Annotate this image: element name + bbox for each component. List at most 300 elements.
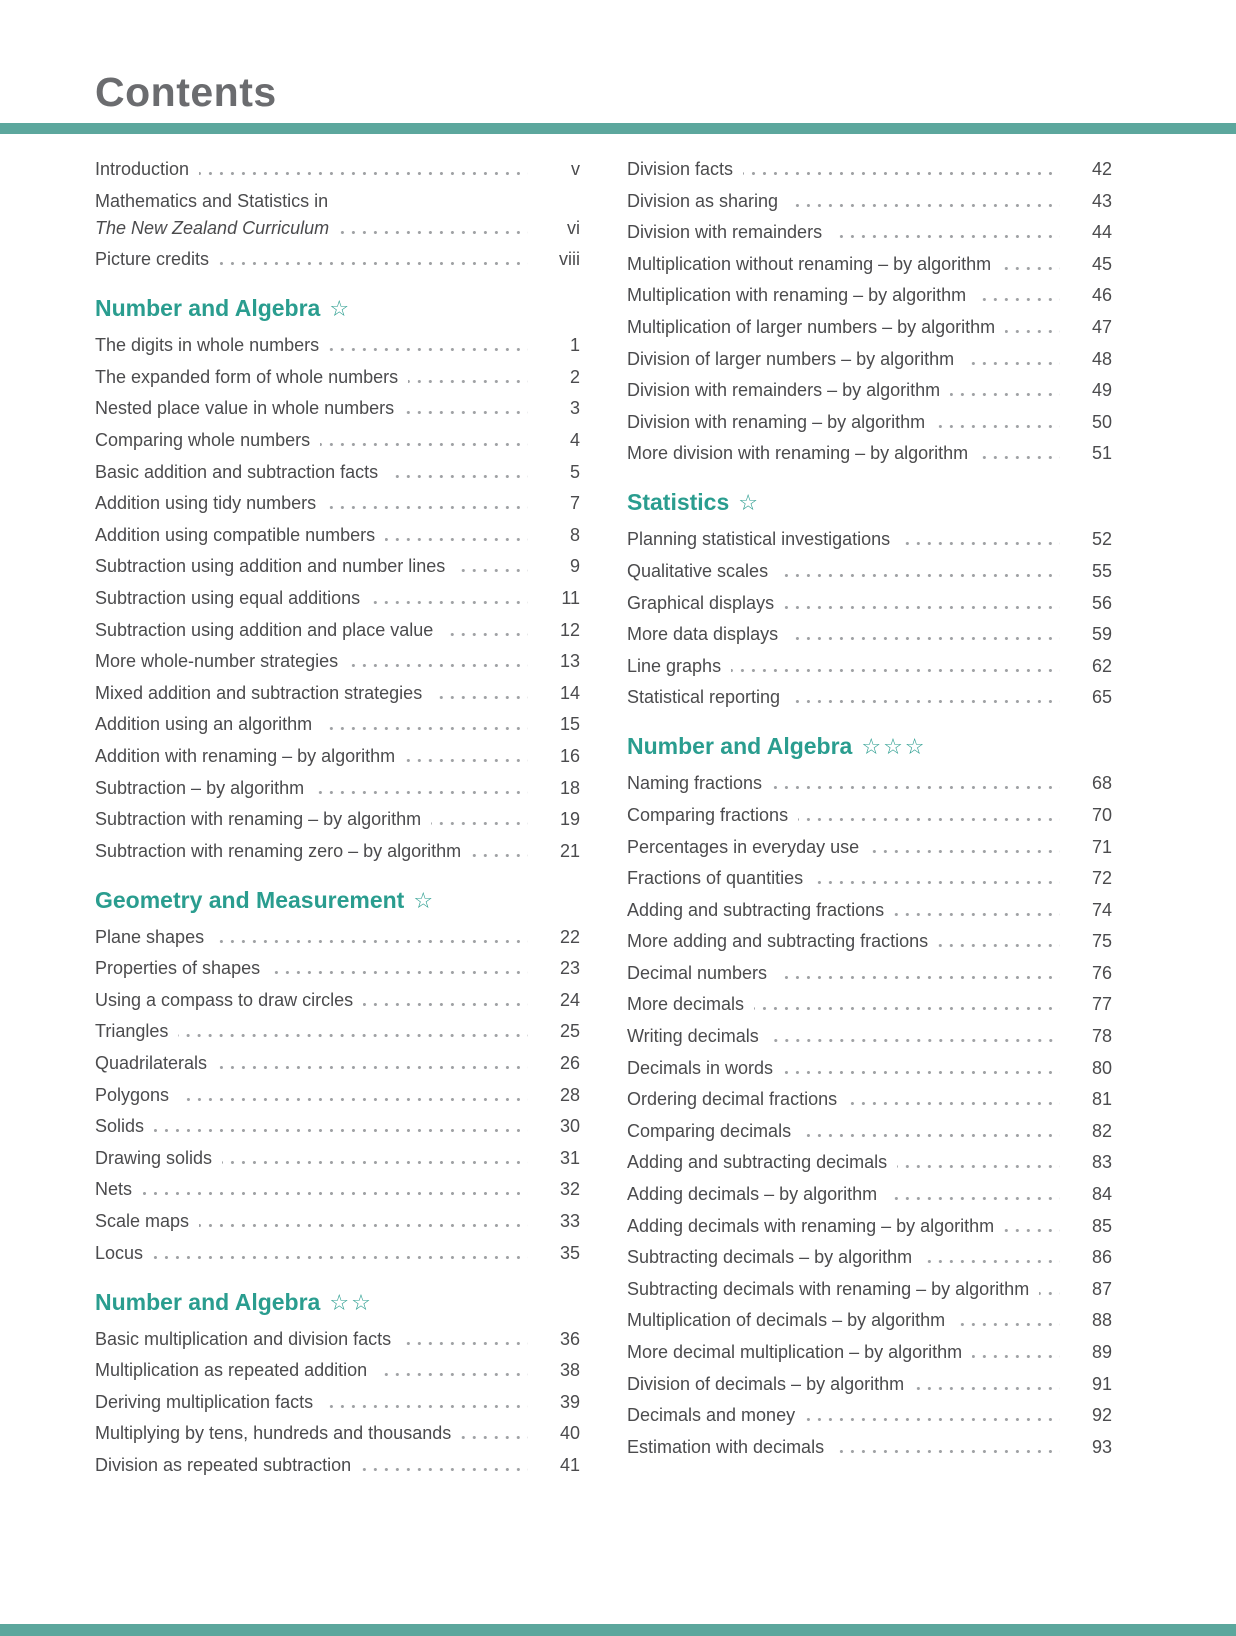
toc-entry [95, 1149, 580, 1168]
dot-leader [322, 727, 528, 730]
toc-entry-label-italic: The New Zealand Curriculum [95, 217, 330, 238]
toc-page-number: 62 [1091, 655, 1112, 676]
dot-leader [199, 1224, 528, 1227]
section-heading [627, 490, 1112, 515]
toc-entry [95, 463, 580, 482]
dot-leader [431, 822, 528, 825]
dot-leader [1004, 1229, 1060, 1232]
toc-entry [627, 1438, 1112, 1457]
toc-entry [95, 192, 580, 238]
toc-entry [627, 1185, 1112, 1204]
dot-leader [778, 574, 1060, 577]
dot-leader [834, 1450, 1060, 1453]
dot-leader [801, 1134, 1060, 1137]
toc-page-number: 28 [559, 1084, 580, 1105]
dot-leader [405, 759, 528, 762]
toc-entry [95, 431, 580, 450]
toc-entry-label: Polygons [95, 1084, 170, 1105]
toc-entry-label: Scale maps [95, 1211, 190, 1232]
toc-entry-label: Basic multiplication and division facts [95, 1328, 392, 1349]
toc-column-left [95, 160, 580, 1488]
toc-entry-label: Division with remainders – by algorithm [627, 380, 941, 401]
toc-entry-label: Comparing decimals [627, 1120, 792, 1141]
toc-entry-label: Addition using an algorithm [95, 714, 313, 735]
dot-leader [769, 1039, 1060, 1042]
toc-entry-label: Subtracting decimals – by algorithm [627, 1247, 913, 1268]
toc-entry-label: Locus [95, 1242, 144, 1263]
toc-entry-label: Quadrilaterals [95, 1053, 208, 1074]
toc-page-number: 38 [559, 1360, 580, 1381]
toc-entry [627, 838, 1112, 857]
toc-entry-label: Subtraction with renaming – by algorithm [95, 809, 422, 830]
dot-leader [323, 1405, 528, 1408]
toc-page-number: 87 [1091, 1278, 1112, 1299]
section-heading [95, 296, 580, 321]
dot-leader [377, 1373, 528, 1376]
toc-page-number: 11 [561, 587, 580, 608]
toc-entry [95, 959, 580, 978]
dot-leader [142, 1192, 528, 1195]
dot-leader [978, 456, 1060, 459]
toc-entry-label: Multiplication without renaming – by algorithm [627, 253, 992, 274]
toc-entry [95, 1456, 580, 1475]
dot-leader [783, 1071, 1060, 1074]
toc-page-number: 81 [1091, 1089, 1112, 1110]
toc-entry [627, 1248, 1112, 1267]
toc-page-number: 35 [559, 1242, 580, 1263]
toc-page-number: 92 [1091, 1405, 1112, 1426]
section-heading [95, 1290, 580, 1315]
toc-page-number: 77 [1091, 994, 1112, 1015]
dot-leader [385, 538, 528, 541]
toc-entry [95, 1244, 580, 1263]
toc-page-number: 4 [569, 429, 580, 450]
toc-entry-label: Decimals in words [627, 1057, 774, 1078]
toc-page-number: 45 [1091, 253, 1112, 274]
dot-leader [772, 786, 1060, 789]
toc-page-number: 15 [559, 714, 580, 735]
toc-entry-label: Mixed addition and subtraction strategies [95, 682, 423, 703]
toc-entry-label: More decimal multiplication – by algorithm [627, 1342, 963, 1362]
toc-page-number: 76 [1091, 962, 1112, 983]
toc-entry-label: Division with remainders [627, 222, 823, 243]
toc-entry [95, 779, 580, 798]
dot-leader [408, 380, 528, 383]
toc-entry [627, 995, 1112, 1014]
toc-entry-label: Adding decimals with renaming – by algorithm [627, 1215, 995, 1236]
section-heading-label: Geometry and Measurement [95, 886, 405, 913]
dot-leader [964, 362, 1060, 365]
dot-leader [388, 475, 528, 478]
toc-entry [95, 526, 580, 545]
toc-page-number: 43 [1091, 190, 1112, 211]
toc-entry-label: Subtraction with renaming zero – by algorithm [95, 840, 462, 861]
dot-leader [432, 696, 528, 699]
toc-entry-label: Division of decimals – by algorithm [627, 1373, 905, 1394]
dot-leader [1001, 267, 1060, 270]
toc-entry-label: Writing decimals [627, 1026, 759, 1047]
toc-entry [627, 192, 1112, 211]
toc-entry [95, 1022, 580, 1041]
toc-page-number: 72 [1091, 868, 1112, 889]
toc-page-number: 5 [569, 461, 580, 482]
toc-entry [95, 1424, 580, 1443]
dot-leader [154, 1129, 528, 1132]
toc-entry-label: Division as sharing [627, 190, 779, 211]
toc-entry [627, 1059, 1112, 1078]
toc-entry [627, 350, 1112, 369]
toc-page-number: 47 [1091, 316, 1112, 337]
dot-leader [471, 854, 528, 857]
toc-entry-label: Statistical reporting [627, 687, 781, 708]
toc-page-number: 41 [559, 1455, 580, 1475]
toc-entry-label: Division facts [627, 159, 734, 179]
toc-entry [95, 160, 580, 179]
dot-leader [455, 569, 528, 572]
toc-entry [627, 806, 1112, 825]
toc-entry-label: More whole-number strategies [95, 651, 339, 672]
dot-leader [219, 262, 528, 265]
toc-entry [627, 1217, 1112, 1236]
toc-entry [627, 160, 1112, 179]
toc-entry-label: Drawing solids [95, 1147, 213, 1168]
toc-entry-label: Adding decimals – by algorithm [627, 1184, 878, 1205]
toc-entry [627, 223, 1112, 242]
dot-leader [214, 940, 528, 943]
toc-page-number: 39 [559, 1391, 580, 1412]
toc-entry [627, 1153, 1112, 1172]
toc-page-number: 22 [559, 926, 580, 947]
toc-entry-label: The digits in whole numbers [95, 335, 320, 356]
dot-leader [813, 881, 1060, 884]
toc-entry [95, 1086, 580, 1105]
toc-entry [95, 399, 580, 418]
toc-entry-label: Subtracting decimals with renaming – by algorithm [627, 1278, 1030, 1299]
toc-entry [95, 842, 580, 861]
toc-entry [627, 774, 1112, 793]
toc-page-number: 86 [1091, 1247, 1112, 1268]
dot-leader [363, 1003, 528, 1006]
toc-entry-label: Solids [95, 1116, 145, 1137]
toc-entry [627, 530, 1112, 549]
toc-page-number: 80 [1091, 1057, 1112, 1078]
dot-leader [743, 172, 1060, 175]
toc-entry-label: Decimals and money [627, 1405, 796, 1426]
dot-leader [869, 850, 1060, 853]
toc-entry [627, 1027, 1112, 1046]
toc-entry [95, 1117, 580, 1136]
toc-entry-label: The expanded form of whole numbers [95, 366, 399, 387]
toc-entry [627, 625, 1112, 644]
toc-entry [95, 715, 580, 734]
dot-leader [320, 443, 528, 446]
toc-entry-label: Adding and subtracting decimals [627, 1152, 888, 1173]
toc-page-number: 21 [559, 840, 580, 861]
toc-entry [627, 869, 1112, 888]
section-heading-label: Number and Algebra [95, 295, 321, 322]
toc-page-number: v [571, 159, 580, 179]
toc-entry [95, 1330, 580, 1349]
toc-entry [95, 1212, 580, 1231]
toc-page-number: 7 [569, 493, 580, 514]
toc-entry-label: More decimals [627, 994, 745, 1015]
toc-entry [95, 810, 580, 829]
toc-entry [627, 964, 1112, 983]
dot-leader [950, 393, 1060, 396]
toc-entry [95, 250, 580, 269]
dot-leader [784, 606, 1060, 609]
toc-entry [95, 991, 580, 1010]
toc-entry [627, 1343, 1112, 1362]
toc-entry-label: Subtraction using addition and number lines [95, 556, 446, 577]
toc-page-number: 51 [1091, 443, 1112, 464]
toc-entry [627, 444, 1112, 463]
dot-leader [900, 542, 1060, 545]
toc-page-number: 46 [1091, 285, 1112, 306]
dot-leader [153, 1256, 528, 1259]
toc-entry-label: Addition with renaming – by algorithm [95, 745, 396, 766]
toc-entry [627, 1375, 1112, 1394]
difficulty-stars-icon: ☆ [738, 490, 760, 516]
dot-leader [955, 1323, 1060, 1326]
dot-leader [329, 348, 528, 351]
toc-page-number: 1 [569, 335, 580, 356]
toc-page-number: 32 [559, 1179, 580, 1200]
dot-leader [935, 425, 1060, 428]
dot-leader [788, 637, 1060, 640]
toc-page-number: 26 [559, 1053, 580, 1074]
toc-entry [95, 1361, 580, 1380]
toc-entry [627, 413, 1112, 432]
toc-page-number: 16 [559, 745, 580, 766]
toc-page-number: 44 [1091, 222, 1112, 243]
toc-entry [95, 1393, 580, 1412]
toc-entry-label: Multiplication of larger numbers – by algorithm [627, 316, 996, 337]
toc-entry-label: Estimation with decimals [627, 1436, 825, 1457]
toc-entry [627, 318, 1112, 337]
toc-entry-label: More division with renaming – by algorithm [627, 443, 969, 464]
toc-entry [627, 932, 1112, 951]
dot-leader [938, 944, 1060, 947]
toc-page-number: 2 [569, 366, 580, 387]
toc-page-number: 13 [559, 651, 580, 672]
section-heading [627, 734, 1112, 759]
toc-column-right [627, 160, 1112, 1488]
toc-entry [627, 286, 1112, 305]
toc-entry-label: Graphical displays [627, 592, 775, 613]
toc-page-number: 48 [1091, 348, 1112, 369]
toc-entry-label: Using a compass to draw circles [95, 989, 354, 1010]
toc-entry-label: Comparing fractions [627, 804, 789, 825]
toc-page-number: 91 [1091, 1373, 1112, 1394]
toc-entry-label: Subtraction using addition and place value [95, 619, 434, 640]
toc-entry-label: Multiplication as repeated addition [95, 1360, 368, 1381]
toc-page-number: 93 [1091, 1436, 1112, 1457]
toc-entry-label: Introduction [95, 159, 190, 179]
table-of-contents [0, 134, 1236, 1488]
difficulty-stars-icon: ☆☆ [329, 1289, 373, 1315]
toc-entry-label: Addition using tidy numbers [95, 493, 317, 514]
toc-page-number: 59 [1091, 624, 1112, 645]
toc-entry-label: Triangles [95, 1021, 169, 1042]
toc-page-number: 50 [1091, 411, 1112, 432]
toc-page-number: 84 [1091, 1184, 1112, 1205]
toc-page-number: 18 [559, 777, 580, 798]
toc-page-number: 12 [559, 619, 580, 640]
toc-entry-label: Qualitative scales [627, 560, 769, 581]
toc-entry-label: Adding and subtracting fractions [627, 899, 885, 920]
dot-leader [798, 818, 1060, 821]
toc-entry-label: Subtraction using equal additions [95, 587, 361, 608]
toc-entry-label: Line graphs [627, 655, 722, 676]
dot-leader [1005, 330, 1060, 333]
toc-entry-label: Picture credits [95, 249, 210, 270]
toc-entry [627, 1090, 1112, 1109]
toc-entry-label: Multiplying by tens, hundreds and thousands [95, 1423, 452, 1444]
toc-page-number: 3 [569, 398, 580, 419]
toc-entry-label: Planning statistical investigations [627, 529, 891, 550]
dot-leader [976, 298, 1060, 301]
toc-page-number: 8 [569, 524, 580, 545]
toc-page-number: 83 [1091, 1152, 1112, 1173]
dot-leader [1039, 1292, 1060, 1295]
dot-leader [339, 231, 528, 234]
toc-entry-label: Basic addition and subtraction facts [95, 461, 379, 482]
difficulty-stars-icon: ☆ [329, 296, 352, 322]
dot-leader [754, 1007, 1060, 1010]
toc-entry [95, 1054, 580, 1073]
section-heading [95, 888, 580, 913]
toc-entry [627, 594, 1112, 613]
toc-page-number: 71 [1091, 836, 1112, 857]
toc-entry [627, 562, 1112, 581]
toc-entry [95, 557, 580, 576]
section-heading-label: Statistics [627, 489, 730, 516]
toc-page-number: 49 [1091, 380, 1112, 401]
toc-entry [627, 1122, 1112, 1141]
toc-page-number: 42 [1091, 159, 1112, 179]
dot-leader [217, 1066, 528, 1069]
toc-page-number: 30 [559, 1116, 580, 1137]
toc-entry-label: Division of larger numbers – by algorithm [627, 348, 955, 369]
dot-leader [832, 235, 1060, 238]
toc-page-number: 85 [1091, 1215, 1112, 1236]
toc-entry [95, 368, 580, 387]
toc-entry [627, 1280, 1112, 1299]
toc-entry-label: Addition using compatible numbers [95, 524, 376, 545]
dot-leader [887, 1197, 1060, 1200]
toc-entry-label: Subtraction – by algorithm [95, 777, 305, 798]
title-accent-bar [0, 123, 1236, 134]
toc-page-number: 78 [1091, 1026, 1112, 1047]
dot-leader [847, 1102, 1060, 1105]
toc-page-number: 74 [1091, 899, 1112, 920]
toc-page-number: 23 [559, 958, 580, 979]
dot-leader [894, 913, 1060, 916]
dot-leader [777, 976, 1060, 979]
toc-page-number: 52 [1091, 529, 1112, 550]
toc-page-number: 24 [559, 989, 580, 1010]
dot-leader [370, 601, 528, 604]
toc-entry-label: Plane shapes [95, 926, 205, 947]
difficulty-stars-icon: ☆☆☆ [861, 734, 927, 760]
dot-leader [222, 1161, 528, 1164]
toc-entry-label: Division as repeated subtraction [95, 1455, 352, 1475]
toc-entry-label: Multiplication with renaming – by algorithm [627, 285, 967, 306]
toc-entry-label: More data displays [627, 624, 779, 645]
dot-leader [443, 633, 528, 636]
toc-page-number: 19 [559, 809, 580, 830]
dot-leader [314, 791, 528, 794]
dot-leader [404, 411, 528, 414]
toc-page-number: 14 [559, 682, 580, 703]
footer-accent-bar [0, 1624, 1236, 1636]
dot-leader [401, 1342, 528, 1345]
section-heading-label: Number and Algebra [95, 1288, 321, 1315]
toc-entry [627, 688, 1112, 707]
dot-leader [731, 669, 1060, 672]
toc-entry-label: Percentages in everyday use [627, 836, 860, 857]
toc-entry-label: Nets [95, 1179, 133, 1200]
dot-leader [805, 1418, 1060, 1421]
toc-entry [95, 747, 580, 766]
toc-entry [95, 1180, 580, 1199]
toc-page-number: 40 [559, 1423, 580, 1444]
toc-entry [627, 255, 1112, 274]
toc-entry-label: Fractions of quantities [627, 868, 804, 889]
toc-entry [95, 684, 580, 703]
dot-leader [179, 1098, 528, 1101]
toc-entry-line2 [95, 219, 580, 238]
toc-page-number: 55 [1091, 560, 1112, 581]
dot-leader [178, 1034, 528, 1037]
toc-page-number: viii [559, 249, 580, 270]
dot-leader [461, 1436, 528, 1439]
toc-page-number: 9 [569, 556, 580, 577]
toc-page-number: 88 [1091, 1310, 1112, 1331]
toc-entry-label: Decimal numbers [627, 962, 768, 983]
dot-leader [270, 971, 528, 974]
toc-entry-label: Naming fractions [627, 773, 763, 794]
dot-leader [922, 1260, 1060, 1263]
toc-entry [95, 589, 580, 608]
dot-leader [361, 1468, 528, 1471]
toc-entry [627, 1406, 1112, 1425]
toc-page-number: vi [567, 217, 580, 238]
dot-leader [897, 1165, 1060, 1168]
toc-entry-label: Division with renaming – by algorithm [627, 411, 926, 432]
toc-entry-label: Comparing whole numbers [95, 429, 311, 450]
toc-page-number: 31 [559, 1147, 580, 1168]
toc-page-number: 65 [1091, 687, 1112, 708]
dot-leader [199, 172, 528, 175]
dot-leader [348, 664, 528, 667]
toc-entry-label: Nested place value in whole numbers [95, 398, 395, 419]
toc-entry [627, 901, 1112, 920]
toc-entry [627, 657, 1112, 676]
toc-entry [627, 1311, 1112, 1330]
toc-entry [95, 928, 580, 947]
toc-entry-label: Properties of shapes [95, 958, 261, 979]
toc-entry [95, 652, 580, 671]
toc-page-number: 89 [1091, 1342, 1112, 1362]
toc-page-number: 68 [1091, 773, 1112, 794]
toc-entry-label: Deriving multiplication facts [95, 1391, 314, 1412]
toc-entry-label: Ordering decimal fractions [627, 1089, 838, 1110]
toc-page-number: 33 [559, 1211, 580, 1232]
section-heading-label: Number and Algebra [627, 733, 853, 760]
toc-entry-label: Multiplication of decimals – by algorithm [627, 1310, 946, 1331]
